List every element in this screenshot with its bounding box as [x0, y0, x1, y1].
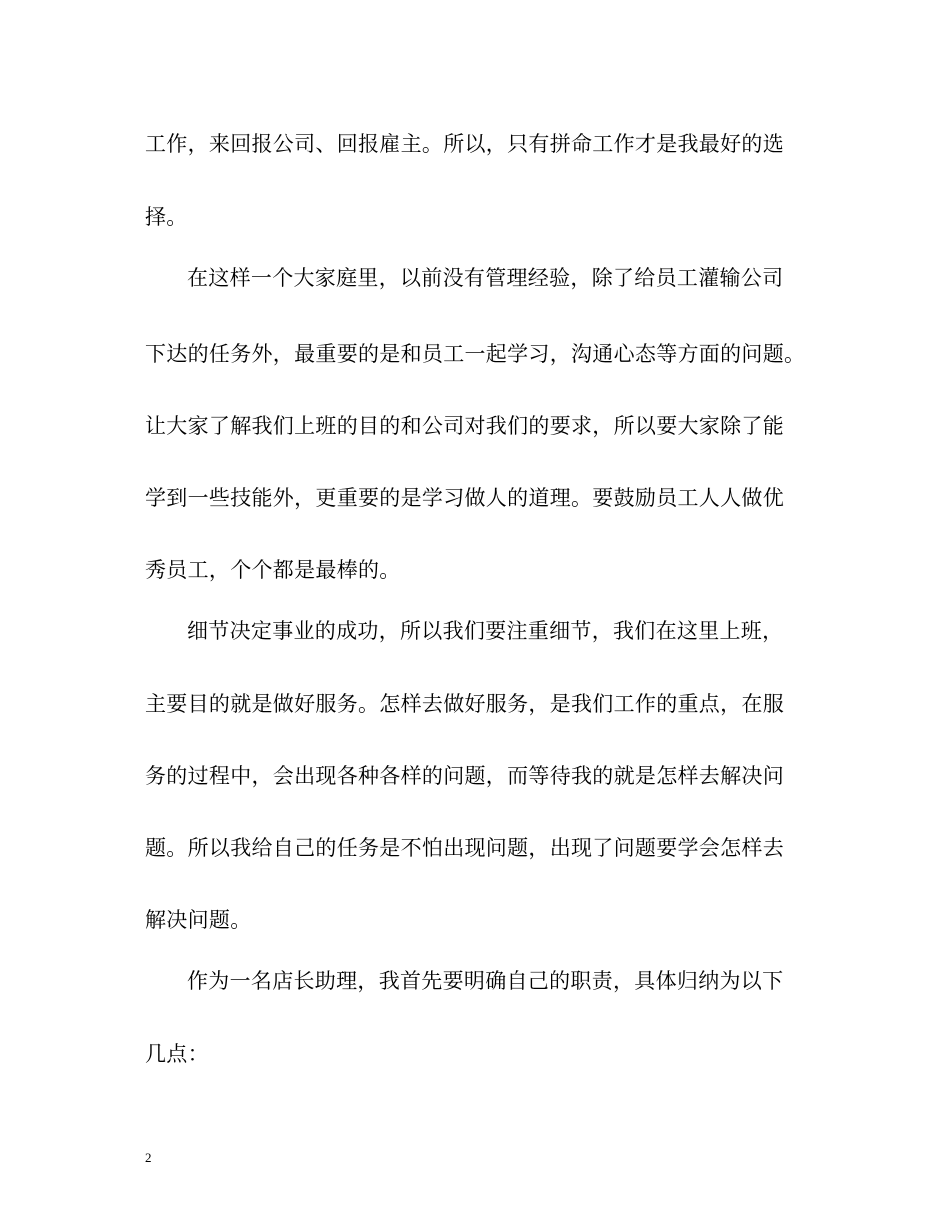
text-line: 让大家了解我们上班的目的和公司对我们的要求，所以要大家除了能: [145, 414, 784, 438]
text-line: 题。所以我给自己的任务是不怕出现问题，出现了问题要学会怎样去: [145, 836, 784, 860]
text-line: 工作，来回报公司、回报雇主。所以，只有拼命工作才是我最好的选: [145, 132, 784, 156]
text-line: 择。: [145, 205, 188, 229]
text-line: 务的过程中，会出现各种各样的问题，而等待我的就是怎样去解决问: [145, 764, 784, 788]
paragraph-start-line: 作为一名店长助理，我首先要明确自己的职责，具体归纳为以下: [187, 969, 784, 993]
text-line: 解决问题。: [145, 908, 252, 932]
text-line: 主要目的就是做好服务。怎样去做好服务，是我们工作的重点，在服: [145, 692, 784, 716]
text-line: 几点：: [145, 1042, 209, 1066]
text-line: 秀员工，个个都是最棒的。: [145, 558, 401, 582]
text-line: 学到一些技能外，更重要的是学习做人的道理。要鼓励员工人人做优: [145, 486, 784, 510]
paragraph-start-line: 在这样一个大家庭里，以前没有管理经验，除了给员工灌输公司: [187, 266, 784, 290]
paragraph-start-line: 细节决定事业的成功，所以我们要注重细节，我们在这里上班，: [187, 619, 784, 643]
page-number: 2: [145, 1150, 152, 1165]
text-line: 下达的任务外，最重要的是和员工一起学习，沟通心态等方面的问题。: [145, 342, 806, 366]
